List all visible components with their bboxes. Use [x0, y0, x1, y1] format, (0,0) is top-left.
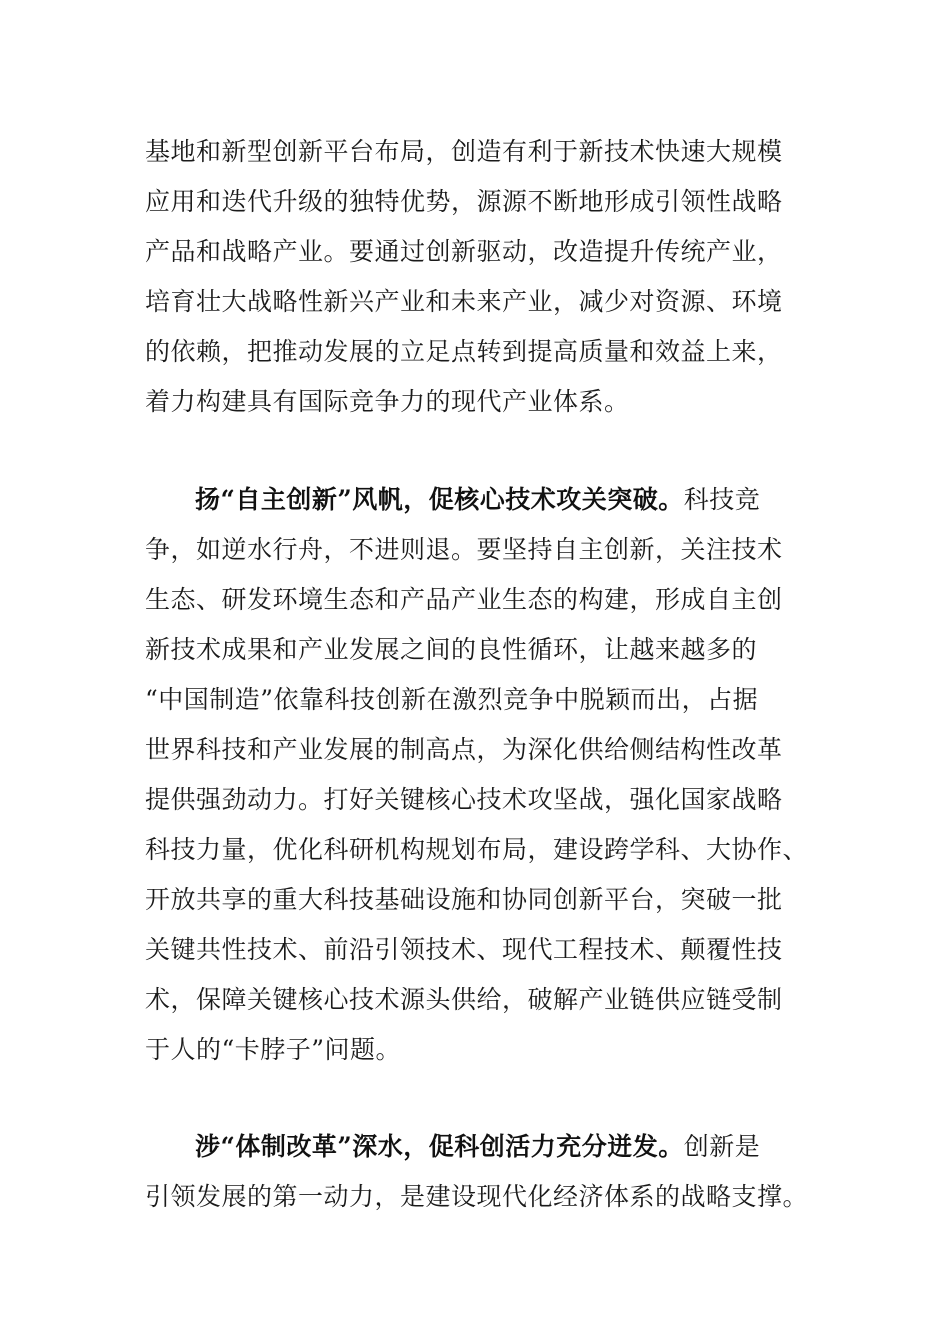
paragraph-first-line	[145, 475, 835, 525]
paragraph-line: 引领发展的第一动力，是建设现代化经济体系的战略支撑。	[145, 1182, 809, 1211]
section-heading: 涉“体制改革”深水，促科创活力充分迸发。	[195, 1132, 684, 1161]
paragraph-line: 的依赖，把推动发展的立足点转到提高质量和效益上来，	[145, 337, 783, 366]
paragraph-line: 世界科技和产业发展的制高点，为深化供给侧结构性改革	[145, 735, 783, 764]
paragraph-line: 产品和战略产业。要通过创新驱动，改造提升传统产业，	[145, 237, 783, 266]
paragraph-1	[145, 127, 835, 427]
paragraph-line: 着力构建具有国际竞争力的现代产业体系。	[145, 387, 630, 416]
paragraph-line: “中国制造”依靠科技创新在激烈竞争中脱颖而出，占据	[145, 685, 759, 714]
paragraph-first-line	[145, 1122, 835, 1172]
paragraph-line: 争，如逆水行舟，不进则退。要坚持自主创新，关注技术	[145, 535, 783, 564]
paragraph-line: 关键共性技术、前沿引领技术、现代工程技术、颠覆性技	[145, 935, 783, 964]
paragraph-3	[145, 1122, 835, 1222]
paragraph-line: 生态、研发环境生态和产品产业生态的构建，形成自主创	[145, 585, 783, 614]
paragraph-line: 培育壮大战略性新兴产业和未来产业，减少对资源、环境	[145, 287, 783, 316]
paragraph-text: 创新是	[683, 1132, 761, 1161]
paragraph-line: 基地和新型创新平台布局，创造有利于新技术快速大规模	[145, 137, 783, 166]
paragraph-line: 开放共享的重大科技基础设施和协同创新平台，突破一批	[145, 885, 783, 914]
paragraph-text: 科技竞	[683, 485, 761, 514]
paragraph-line: 术，保障关键核心技术源头供给，破解产业链供应链受制	[145, 985, 783, 1014]
paragraph-line: 应用和迭代升级的独特优势，源源不断地形成引领性战略	[145, 187, 783, 216]
paragraph-line: 提供强劲动力。打好关键核心技术攻坚战，强化国家战略	[145, 785, 783, 814]
section-heading: 扬“自主创新”风帆，促核心技术攻关突破。	[195, 485, 684, 514]
paragraph-line: 新技术成果和产业发展之间的良性循环，让越来越多的	[145, 635, 758, 664]
paragraph-2	[145, 475, 835, 1075]
paragraph-line: 于人的“卡脖子”问题。	[145, 1035, 402, 1064]
paragraph-line: 科技力量，优化科研机构规划布局，建设跨学科、大协作、	[145, 835, 809, 864]
